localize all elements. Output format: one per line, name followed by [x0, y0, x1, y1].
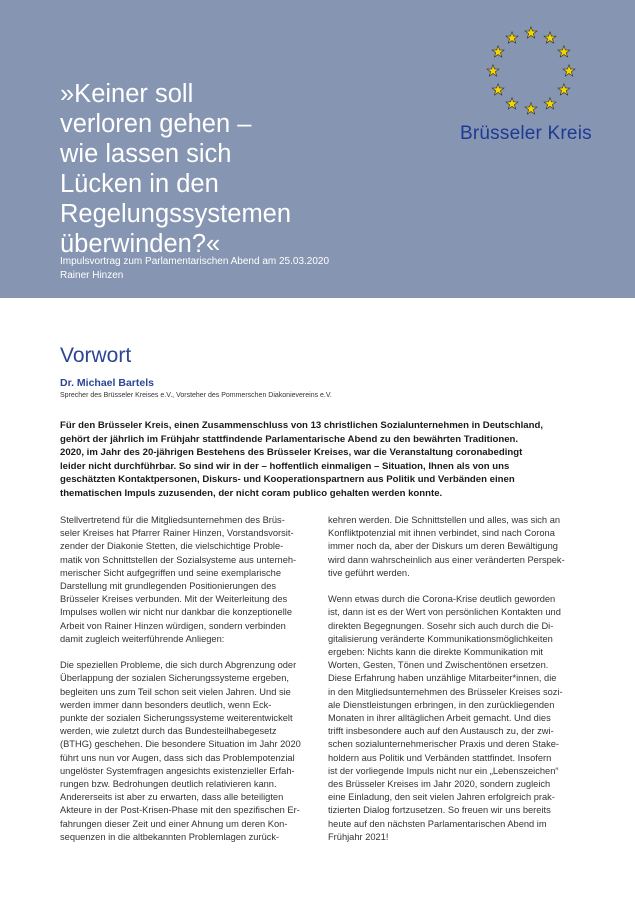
logo-text: Brüsseler Kreis: [460, 123, 592, 144]
body-text-line: begleiten uns zum Teil schon seit vielen Jahren. Und sie: [60, 686, 291, 697]
body-text-line: ale Dienstleistungen erbringen, in den zurückliegenden: [328, 699, 555, 710]
star-icon: [525, 103, 537, 114]
body-text-line: seler Kreises hat Pfarrer Rainer Hinzen, Vorstandsvorsit-: [60, 528, 294, 539]
star-icon: [492, 46, 504, 57]
star-icon: [544, 32, 556, 43]
title-line: »Keiner soll: [60, 80, 194, 108]
intro-line: Für den Brüsseler Kreis, einen Zusammenschluss von 13 christlichen Sozialunternehmen in Deutschland,: [60, 420, 544, 431]
star-icon: [487, 65, 499, 76]
body-text-line: Die speziellen Probleme, die sich durch Abgrenzung oder: [60, 660, 297, 671]
body-text-line: führt uns nun vor Augen, dass sich das Problempotenzial: [60, 752, 295, 763]
bruesseler-kreis-logo: [456, 26, 616, 151]
star-icon: [492, 84, 504, 95]
paragraph-gap: [328, 580, 581, 593]
title-line: wie lassen sich: [60, 140, 232, 168]
body-text-line: Wenn etwas durch die Corona-Krise deutlich geworden: [328, 594, 556, 605]
body-text-line: gitalisierung veränderte Kommunikationsmöglichkeiten: [328, 633, 553, 644]
author-role: Sprecher des Brüsseler Kreises e.V., Vorsteher des Pommerschen Diakonievereins e.V.: [60, 392, 332, 399]
body-text-line: rungen bzw. Bedrohungen deutlich relativieren kann.: [60, 779, 277, 790]
body-text-line: tive geführt werden.: [328, 567, 410, 578]
body-text-line: heute auf den nächsten Parlamentarischen Abend im: [328, 818, 547, 829]
body-text-line: tizierten Dialog fortzusetzen. So freuen wir uns bereits: [328, 805, 551, 816]
intro-line: geschätzten Kontaktpersonen, Diskurs- und Kooperationspartnern aus Politik und Verbänden einen: [60, 474, 515, 486]
star-icon: [563, 65, 575, 76]
star-icon: [506, 32, 518, 43]
body-text-line: immer noch da, aber der Diskurs um deren Bewältigung: [328, 541, 558, 552]
star-ring-icon: [486, 26, 576, 116]
body-text-line: ungelöster Systemfragen angesichts existenzieller Erfah-: [60, 765, 295, 776]
body-text-line: Impulses wollen wir nicht nur dankbar die konzeptionelle: [60, 607, 293, 618]
body-text-line: direkten Begegnungen. Sosehr sich auch durch die Di-: [328, 620, 554, 631]
star-icon: [544, 98, 556, 109]
body-text-line: sequenzen in die altbekannten Problemlagen zurück-: [60, 831, 280, 842]
intro-paragraph: [60, 419, 580, 501]
body-text-line: Konfliktpotenzial mit ihnen verbindet, sind nach Corona: [328, 528, 555, 539]
body-text-line: Akteure in der Post-Krisen-Phase mit den spezifischen Er-: [60, 805, 300, 816]
star-icon: [506, 98, 518, 109]
body-text-line: Stellvertretend für die Mitgliedsunternehmen des Brüs-: [60, 515, 285, 525]
body-column-right: [328, 514, 581, 844]
subtitle-line: Rainer Hinzen: [60, 270, 124, 281]
body-text-line: (BTHG) geschehen. Die besondere Situation im Jahr 2020: [60, 739, 301, 750]
star-icon: [558, 84, 570, 95]
body-text-line: damit zugleich weiterführende Anliegen:: [60, 633, 225, 644]
author-name: Dr. Michael Bartels: [60, 377, 154, 389]
document-subtitle: [60, 255, 329, 283]
body-text-line: in den Mitgliedsunternehmen des Brüsseler Kreises sozi-: [328, 686, 563, 697]
body-text-line: trifft insbesondere auch auf den Austausch zu, der zwi-: [328, 726, 554, 737]
body-text-line: schen sozialunternehmerischer Praxis und deren Stake-: [328, 739, 559, 750]
body-text-line: fahrungen dieser Zeit und einer Ahnung um deren Kon-: [60, 818, 288, 829]
body-text-line: Worten, Gesten, Tönen und Zwischentönen ersetzen.: [328, 660, 549, 671]
body-text-line: Überlappung der sozialen Sicherungssysteme ergeben,: [60, 673, 289, 684]
section-title: Vorwort: [60, 344, 132, 367]
intro-line: gehört der jährlich im Frühjahr stattfindende Parlamentarische Abend zu den bewährten Traditionen.: [60, 433, 519, 445]
body-text-line: Monaten in ihrer alltäglichen Arbeit gemacht. Und dies: [328, 713, 551, 724]
body-text-line: ist, dann ist es der Wert von persönlichen Kontakten und: [328, 607, 561, 618]
document-title: [60, 79, 360, 259]
body-text-line: werden, wie zuletzt durch das Bundesteilhabegesetz: [60, 726, 277, 737]
body-text-line: wird dann wahrscheinlich aus einer veränderten Perspek-: [328, 554, 565, 565]
body-text-line: eine Einladung, den seit vielen Jahren erfolgreich prak-: [328, 792, 555, 803]
body-text-line: ergeben: Nichts kann die direkte Kommunikation mit: [328, 647, 543, 658]
intro-line: 2020, im Jahr des 20-jährigen Bestehens des Brüsseler Kreises, war die Veranstaltung coronabedingt: [60, 447, 523, 459]
body-text-line: kehren werden. Die Schnittstellen und alles, was sich an: [328, 515, 561, 525]
intro-line: thematischen Impuls zuzusenden, der nicht coram publico gehalten werden konnte.: [60, 487, 443, 499]
body-text-line: des Brüsseler Kreises im Jahr 2020, sondern zugleich: [328, 779, 551, 790]
star-icon: [558, 46, 570, 57]
title-line: verloren gehen –: [60, 110, 252, 138]
body-text-line: ist der vorliegende Impuls nicht nur ein „Lebenszeichen“: [328, 765, 559, 776]
header-banner: [0, 0, 635, 298]
body-text-line: werden immer dann besonders deutlich, wenn Eck-: [60, 699, 272, 710]
body-text-line: Brüsseler Kreises verbunden. Mit der Weiterleitung des: [60, 594, 288, 605]
title-line: überwinden?«: [60, 230, 221, 258]
body-text-line: matik von Schnittstellen der Sozialsysteme aus unterneh-: [60, 554, 297, 565]
body-text-line: zender der Diakonie Stetten, die vielschichtige Proble-: [60, 541, 284, 552]
body-text-line: Diese Erfahrung haben unzählige Mitarbeiter*innen, die: [328, 673, 557, 684]
body-text-line: Frühjahr 2021!: [328, 831, 389, 842]
intro-line: leider nicht durchführbar. So sind wir in der – hoffentlich einmaligen – Situation, Ihnen als von uns: [60, 460, 510, 472]
body-text-line: merischer Sicht aufgegriffen und seine exemplarische: [60, 567, 282, 578]
star-icon: [525, 27, 537, 38]
title-line: Regelungssystemen: [60, 200, 292, 228]
body-text-line: holdern aus Politik und Verbänden stattfindet. Insofern: [328, 752, 552, 763]
paragraph-gap: [60, 646, 313, 659]
body-text-line: Andererseits ist aber zu erwarten, dass alle beteiligten: [60, 792, 284, 803]
subtitle-line: Impulsvortrag zum Parlamentarischen Abend am 25.03.2020: [60, 256, 330, 267]
body-text-line: Darstellung mit grundlegenden Positionierungen des: [60, 581, 277, 592]
body-text-line: punkte der sozialen Sicherungssysteme weiterentwickelt: [60, 713, 293, 724]
body-column-left: [60, 514, 313, 844]
title-line: Lücken in den: [60, 170, 219, 198]
body-text-line: Arbeit von Rainer Hinzen würdigen, sondern verbinden: [60, 620, 286, 631]
